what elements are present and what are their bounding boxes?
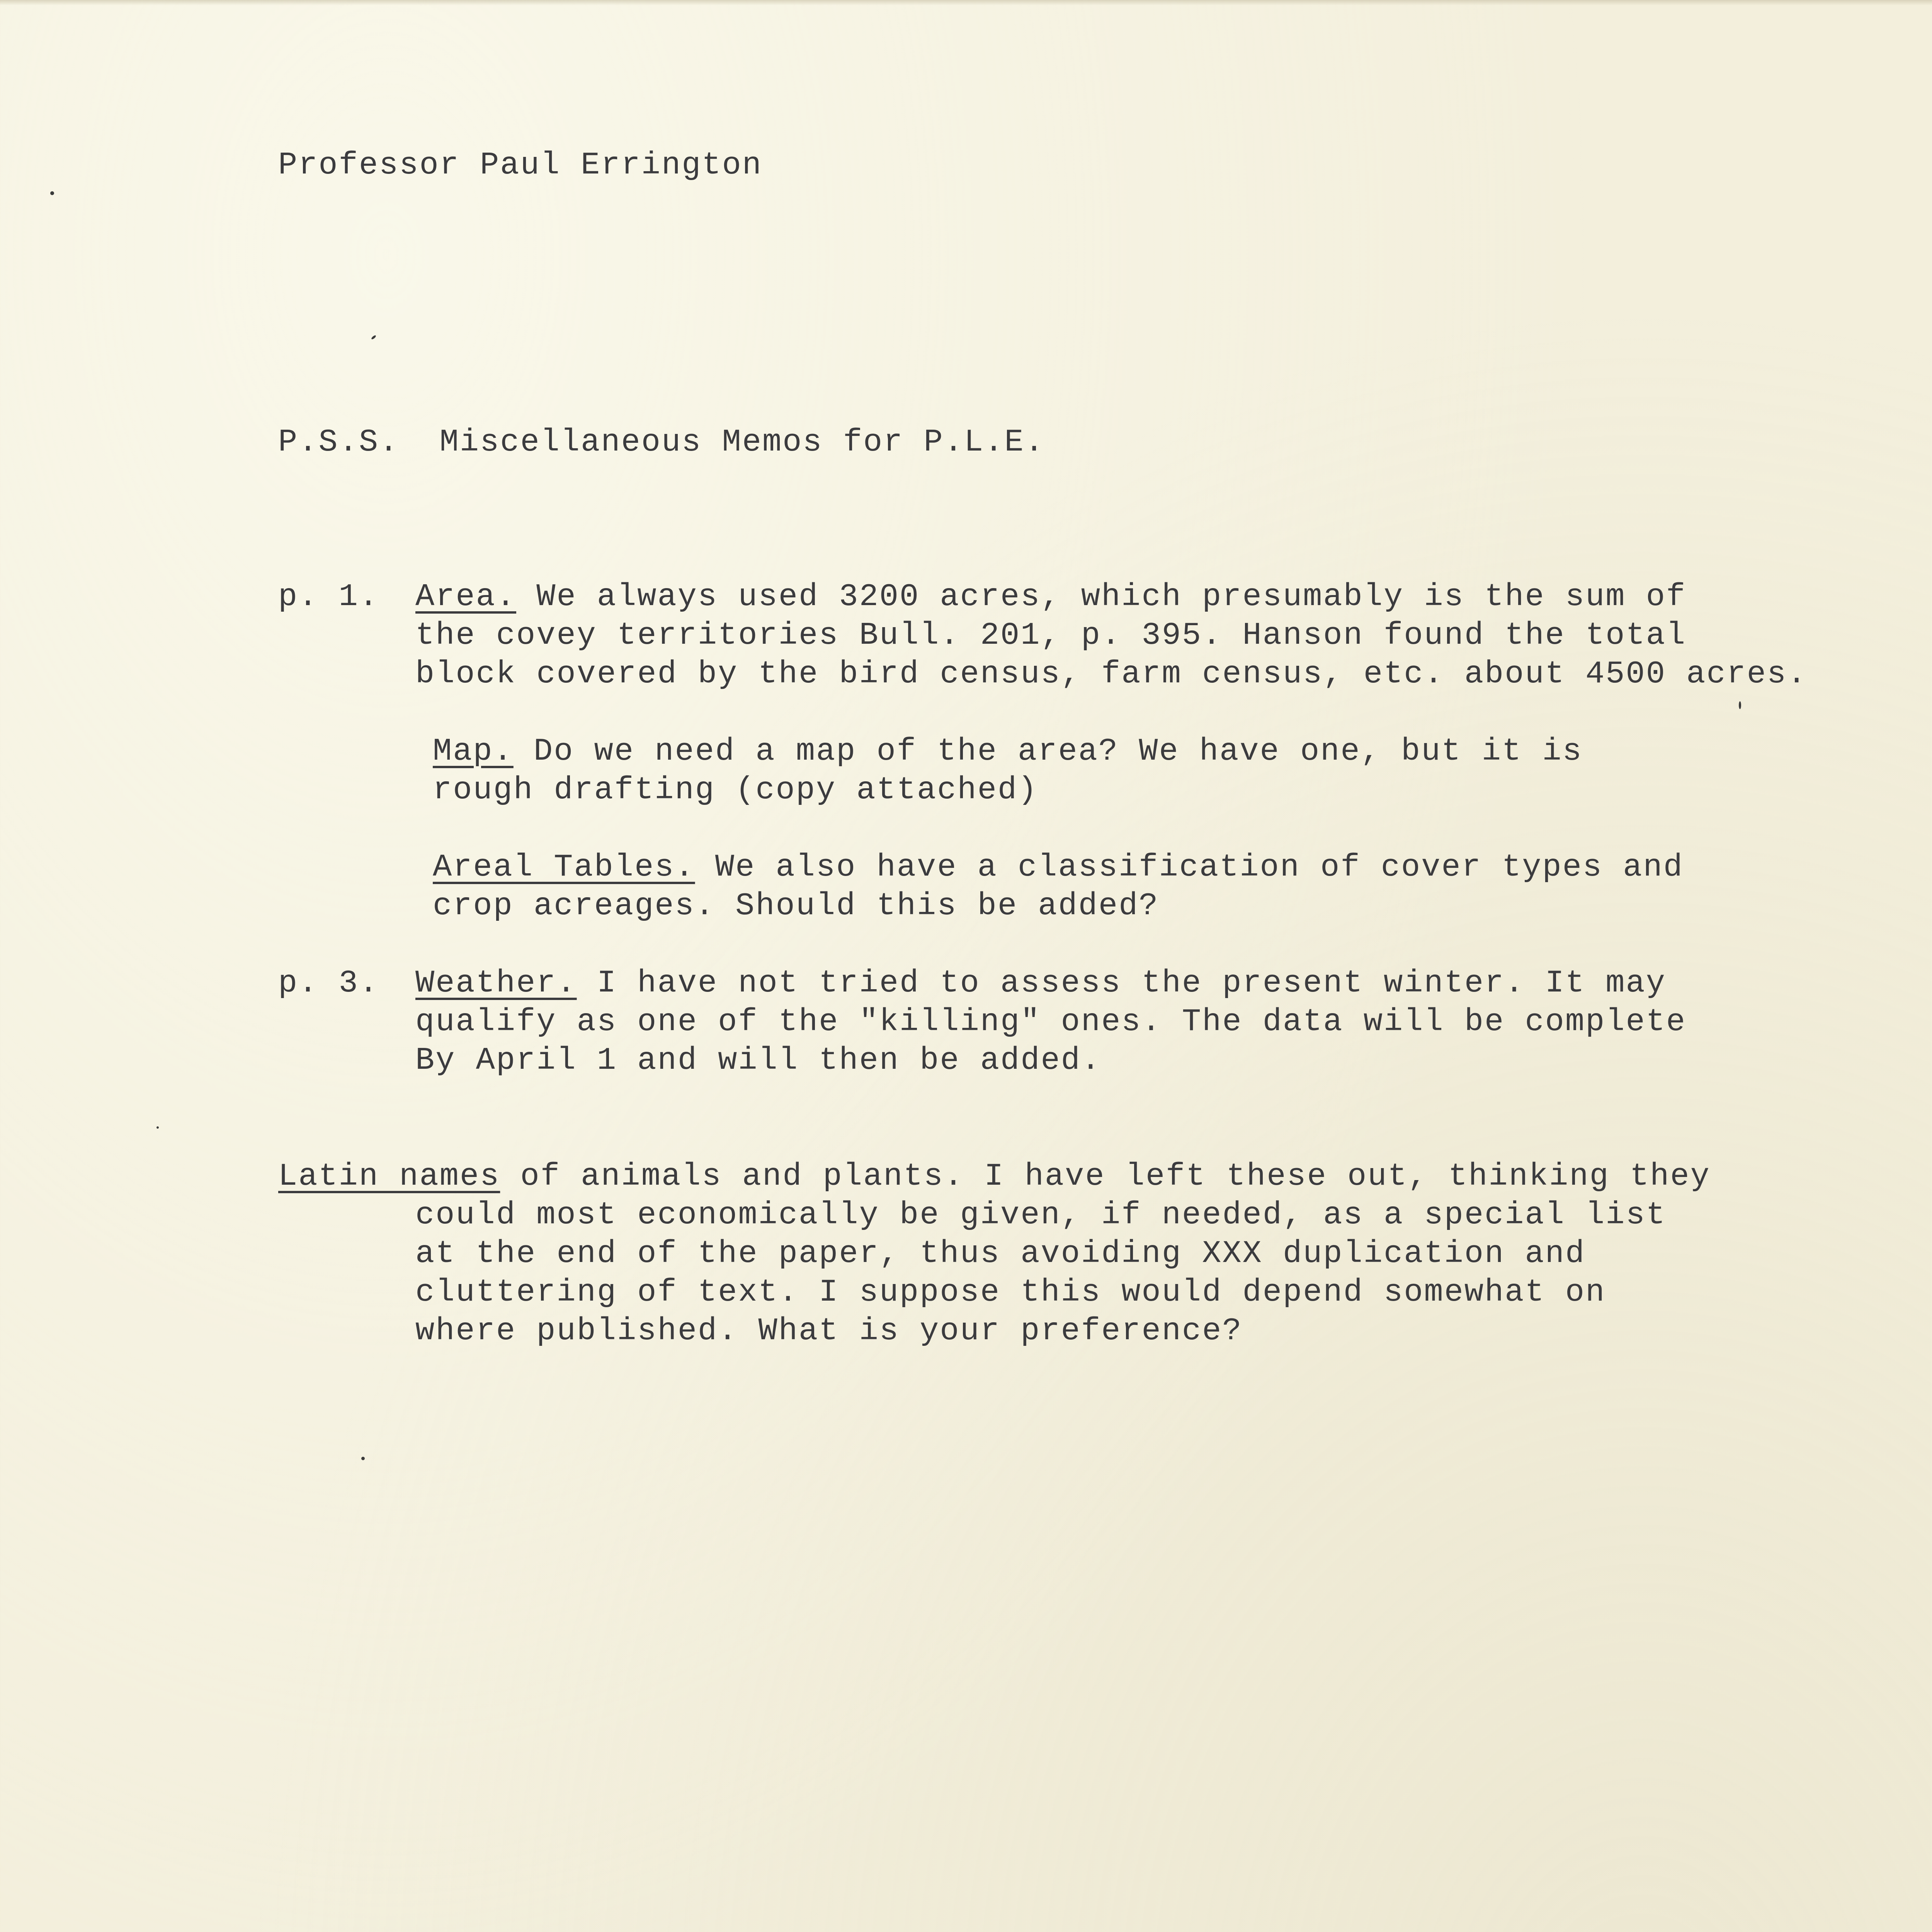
weather-paragraph-line-3: By April 1 and will then be added.: [415, 1043, 1102, 1078]
paper-speck: [1739, 701, 1741, 709]
areal-tables-line-1-text: We also have a classification of cover types and: [695, 849, 1684, 885]
areal-tables-label: Areal Tables.: [433, 849, 695, 885]
map-paragraph-line-1: [433, 732, 1583, 771]
area-label: Area.: [415, 579, 517, 615]
page-1-reference: p. 1.: [278, 579, 379, 615]
area-paragraph-line-3: block covered by the bird census, farm census, etc. about 4500 acres.: [415, 656, 1808, 692]
paper-speck: [50, 191, 54, 195]
latin-names-line-5: where published. What is your preference?: [415, 1313, 1243, 1349]
weather-label: Weather.: [415, 965, 577, 1001]
paper-speck: [361, 1457, 365, 1460]
areal-tables-line-2: crop acreages. Should this be added?: [433, 888, 1159, 924]
paper-top-edge: [0, 0, 1932, 5]
weather-line-1-text: I have not tried to assess the present winter. It may: [577, 965, 1666, 1001]
weather-paragraph-line-2: qualify as one of the "killing" ones. The data will be complete: [415, 1004, 1687, 1040]
latin-names-label: Latin names: [278, 1158, 500, 1194]
areal-tables-line-1: [433, 848, 1684, 887]
latin-names-line-4: cluttering of text. I suppose this would depend somewhat on: [415, 1274, 1606, 1310]
memo-heading: P.S.S. Miscellaneous Memos for P.L.E.: [278, 424, 1045, 460]
map-label: Map.: [433, 733, 514, 769]
addressee-line: Professor Paul Errington: [278, 147, 762, 183]
paper-speck: [156, 1126, 159, 1129]
latin-names-line-2: could most economically be given, if needed, as a special list: [415, 1197, 1666, 1233]
area-paragraph-line-1: [415, 578, 1686, 616]
map-paragraph-line-2: rough drafting (copy attached): [433, 772, 1038, 808]
area-line-1-text: We always used 3200 acres, which presumably is the sum of: [516, 579, 1687, 615]
latin-line-1-text: of animals and plants. I have left these out, thinking they: [500, 1158, 1711, 1194]
latin-names-line-1: [278, 1157, 1711, 1196]
area-paragraph-line-2: the covey territories Bull. 201, p. 395. Hanson found the total: [415, 617, 1687, 653]
page-3-reference: p. 3.: [278, 965, 379, 1001]
weather-paragraph-line-1: [415, 964, 1666, 1003]
latin-names-line-3: at the end of the paper, thus avoiding XXX duplication and: [415, 1236, 1586, 1272]
map-line-1-text: Do we need a map of the area? We have one, but it is: [513, 733, 1583, 769]
paper-speck: [371, 335, 377, 340]
